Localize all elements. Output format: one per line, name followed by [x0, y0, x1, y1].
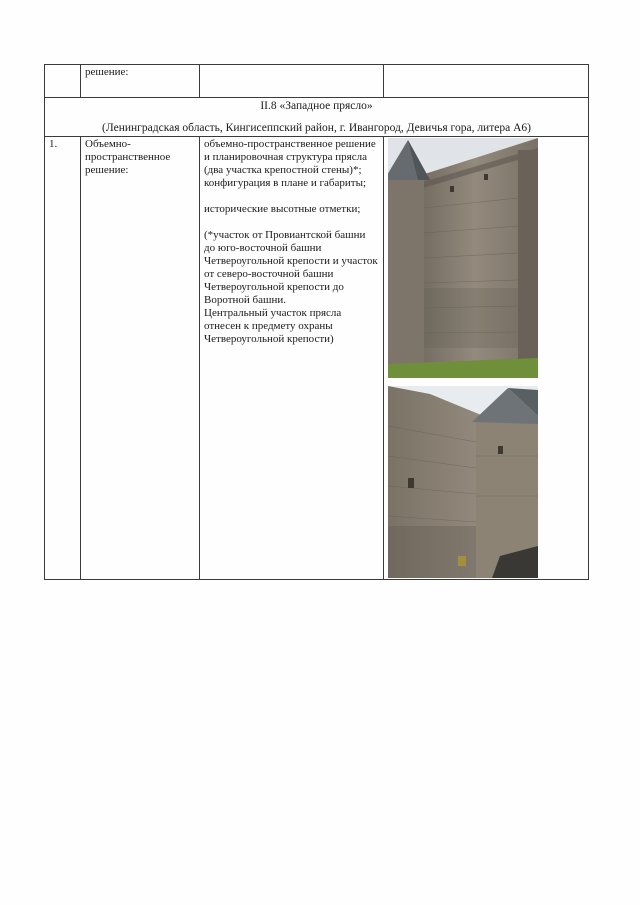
section-header-row	[45, 98, 589, 137]
description-item: объемно-пространственное решение и планировочная структура прясла (два участка крепостной стены)*;	[204, 138, 376, 176]
row-photos	[384, 137, 589, 580]
row-name: Объемно-пространственное решение:	[81, 137, 200, 580]
name-cell	[81, 65, 200, 98]
section-location: (Ленинградская область, Кингисеппский район, г. Ивангород, Девичья гора, литера А6)	[102, 122, 531, 134]
section-header	[45, 98, 589, 137]
photo-cell	[384, 65, 589, 98]
table-row	[45, 65, 589, 98]
fortress-wall-photo-2	[388, 386, 538, 578]
description-item: (*участок от Провиантской башни до юго-восточной башни Четвероугольной крепости и участок от северо-восточной башни Четвероугольной крепости до Воротной башни.	[204, 229, 378, 306]
row-number: 1.	[45, 137, 81, 580]
protection-subject-table	[44, 64, 589, 580]
description-item: исторические высотные отметки;	[204, 203, 361, 215]
fortress-wall-photo-1	[388, 138, 538, 378]
row-description	[200, 137, 384, 580]
number-cell	[45, 65, 81, 98]
description-item: Центральный участок прясла отнесен к предмету охраны Четвероугольной крепости)	[204, 307, 342, 345]
description-cell	[200, 65, 384, 98]
continued-label: решение:	[85, 66, 129, 78]
description-item: конфигурация в плане и габариты;	[204, 177, 367, 189]
section-title: II.8 «Западное прясло»	[260, 100, 373, 112]
table-row	[45, 137, 589, 580]
